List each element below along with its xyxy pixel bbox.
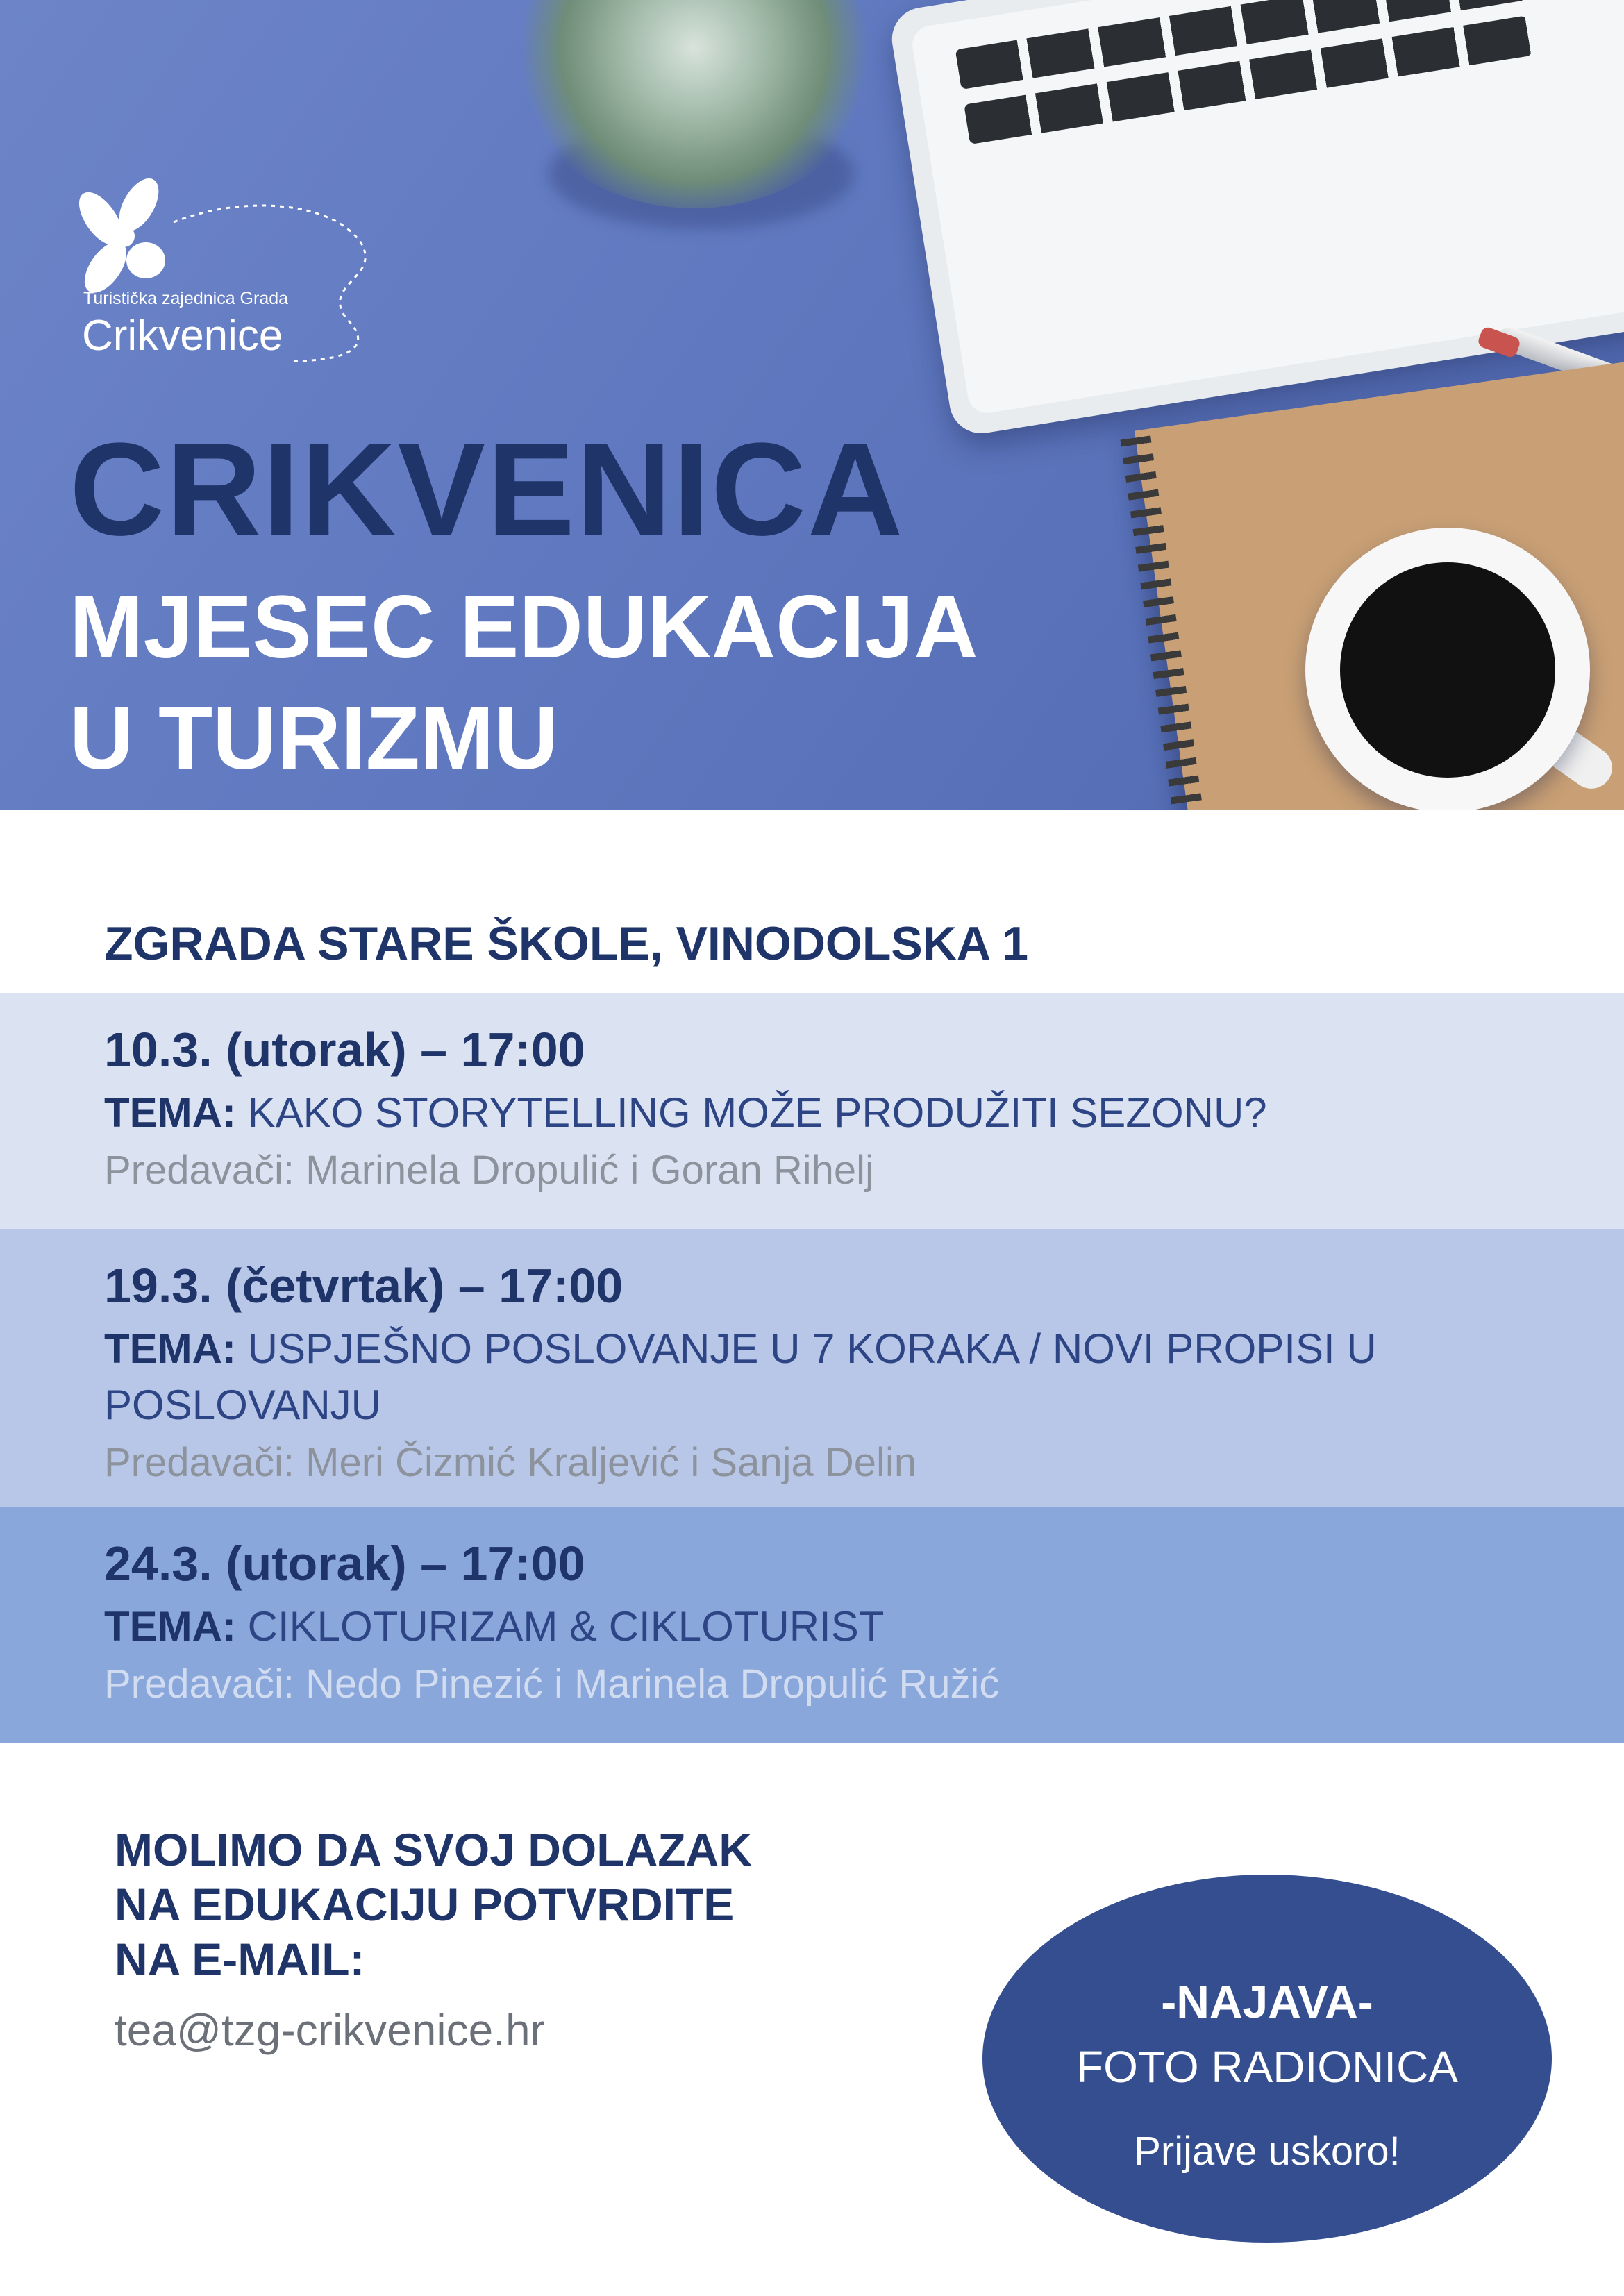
- rsvp-line2: NA EDUKACIJU POTVRDITE: [115, 1879, 735, 1931]
- topic-text: USPJEŠNO POSLOVANJE U 7 KORAKA / NOVI PROPISI U POSLOVANJU: [104, 1325, 1377, 1428]
- event-lecturers: Predavači: Nedo Pinezić i Marinela Dropulić Ružić: [104, 1661, 1000, 1707]
- event-topic: [104, 1598, 1541, 1654]
- event-date: 19.3. (četvrtak) – 17:00: [104, 1259, 623, 1313]
- rsvp-line3: NA E-MAIL:: [115, 1934, 365, 1986]
- announcement-title: FOTO RADIONICA: [1076, 2042, 1458, 2092]
- topic-label: TEMA:: [104, 1325, 236, 1372]
- rsvp-email-link[interactable]: tea@tzg-crikvenice.hr: [115, 2004, 545, 2055]
- event-date: 10.3. (utorak) – 17:00: [104, 1023, 585, 1077]
- hero-subtitle-line2: U TURIZMU: [69, 689, 558, 788]
- topic-label: TEMA:: [104, 1603, 236, 1650]
- topic-label: TEMA:: [104, 1089, 236, 1136]
- event-row: [0, 993, 1624, 1229]
- hero-banner: [0, 0, 1624, 810]
- topic-text: KAKO STORYTELLING MOŽE PRODUŽITI SEZONU?: [247, 1089, 1267, 1136]
- event-row: [0, 1507, 1624, 1743]
- event-lecturers: Predavači: Meri Čizmić Kraljević i Sanja Delin: [104, 1440, 917, 1485]
- laptop-image: [887, 0, 1624, 438]
- hero-subtitle-line1: MJESEC EDUKACIJA: [69, 578, 978, 677]
- org-name-line2: Crikvenice: [82, 312, 283, 360]
- venue-location: ZGRADA STARE ŠKOLE, VINODOLSKA 1: [104, 917, 1029, 970]
- event-lecturers: Predavači: Marinela Dropulić i Goran Rihelj: [104, 1148, 874, 1193]
- announcement-badge: [982, 1875, 1552, 2243]
- announcement-note: Prijave uskoro!: [1134, 2129, 1400, 2174]
- event-topic: [104, 1084, 1541, 1141]
- rsvp-line1: MOLIMO DA SVOJ DOLAZAK: [115, 1824, 752, 1875]
- topic-text: CIKLOTURIZAM & CIKLOTURIST: [247, 1603, 885, 1650]
- org-name-line1: Turistička zajednica Grada: [83, 289, 289, 308]
- event-row: [0, 1229, 1624, 1507]
- rsvp-section: [115, 1822, 982, 2056]
- event-date: 24.3. (utorak) – 17:00: [104, 1536, 585, 1591]
- event-topic: [104, 1321, 1541, 1433]
- hero-title: CRIKVENICA: [69, 416, 905, 563]
- announcement-tag: -NAJAVA-: [1161, 1976, 1373, 2027]
- coffee: [1340, 562, 1555, 778]
